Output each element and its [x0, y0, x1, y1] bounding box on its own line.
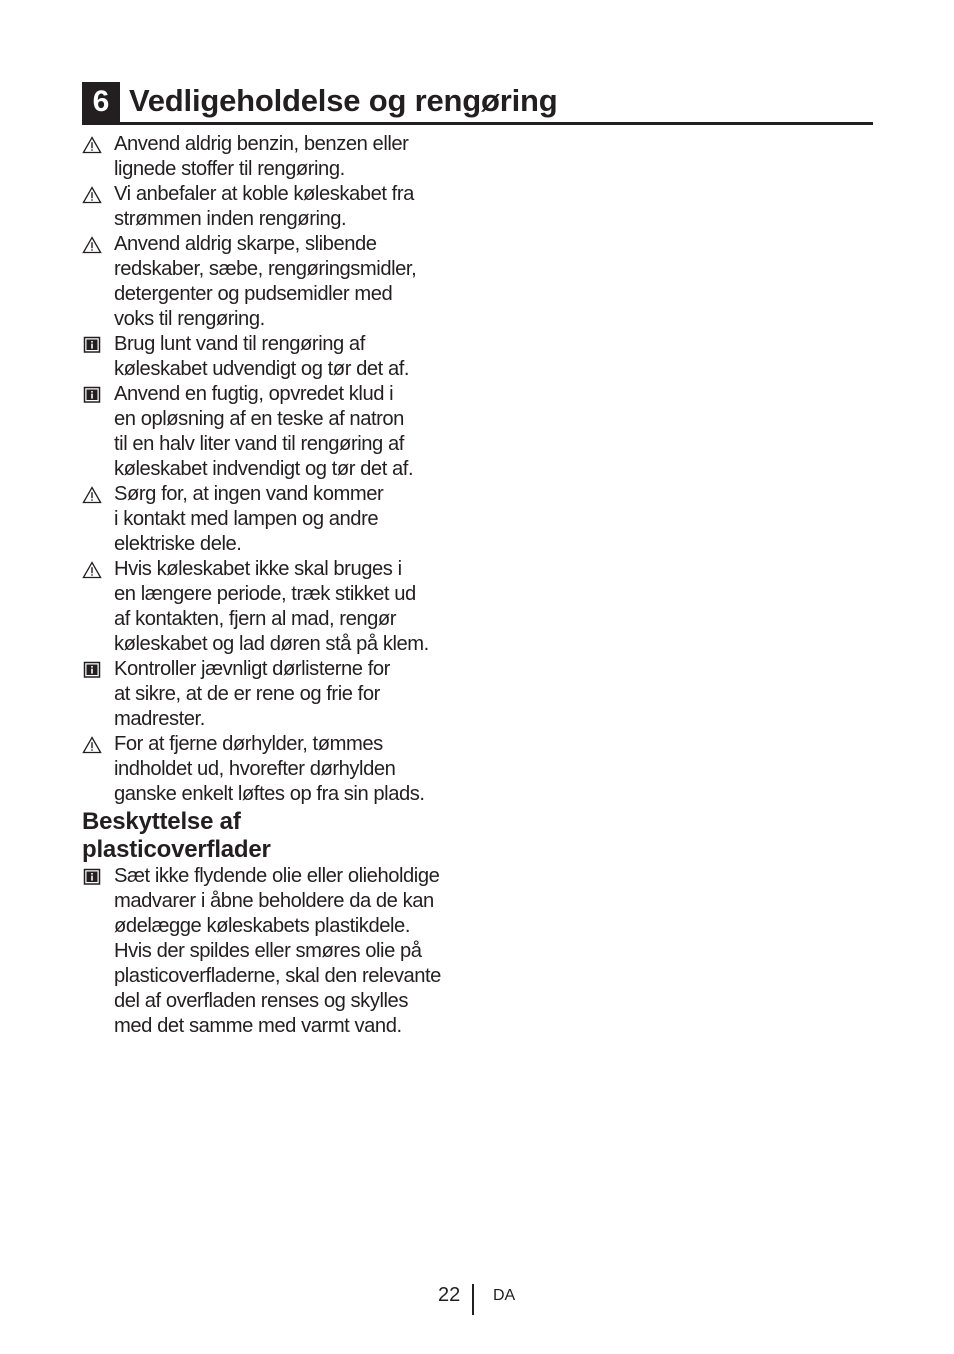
list-item [82, 132, 482, 182]
list-item [82, 332, 482, 382]
list-item [82, 732, 482, 807]
list-item-text: Sørg for, at ingen vand kommer i kontakt med lampen og andre elektriske dele. [114, 483, 384, 555]
page-footer [0, 1280, 954, 1316]
list-item [82, 482, 482, 557]
list-item-text: Brug lunt vand til rengøring af køleskabet udvendigt og tør det af. [114, 333, 410, 380]
plastic-care-list [82, 864, 482, 1039]
list-item [82, 182, 482, 232]
footer-divider [472, 1284, 474, 1315]
list-item [82, 864, 482, 1039]
list-item [82, 657, 482, 732]
warning-icon [82, 236, 102, 254]
list-item [82, 557, 482, 657]
warning-icon [82, 136, 102, 154]
list-item-text: Hvis køleskabet ikke skal bruges i en længere periode, træk stikket ud af kontakten, fjern al mad, rengør køleskabet og lad døren stå på klem. [114, 558, 429, 655]
list-item-text: Kontroller jævnligt dørlisterne for at sikre, at de er rene og frie for madrester. [114, 658, 390, 730]
list-item-text: Anvend aldrig benzin, benzen eller lignede stoffer til rengøring. [114, 133, 409, 180]
subheading: Beskyttelse af plasticoverflader [82, 808, 271, 863]
warning-icon [82, 561, 102, 579]
warning-icon [82, 486, 102, 504]
info-icon [82, 386, 102, 404]
info-icon [82, 661, 102, 679]
page-number: 22 [438, 1284, 461, 1306]
section-number: 6 [82, 82, 120, 122]
list-item-text: For at fjerne dørhylder, tømmes indholdet ud, hvorefter dørhylden ganske enkelt løftes op fra sin plads. [114, 733, 425, 805]
title-underline [82, 122, 873, 125]
info-icon [82, 868, 102, 886]
warning-icon [82, 736, 102, 754]
warning-icon [82, 186, 102, 204]
language-code: DA [493, 1287, 516, 1304]
list-item-text: Sæt ikke flydende olie eller olieholdige madvarer i åbne beholdere da de kan ødelægge køleskabets plastikdele. Hvis der spildes eller smøres olie på plasticoverfladerne, skal den relevante del af overfladen renses og skylles med det samme med varmt vand. [114, 865, 441, 1037]
section-header [82, 80, 872, 124]
info-icon [82, 336, 102, 354]
page-title: Vedligeholdelse og rengøring [129, 83, 558, 118]
safety-list [82, 132, 482, 807]
list-item-text: Anvend aldrig skarpe, slibende redskaber, sæbe, rengøringsmidler, detergenter og pudsemidler med voks til rengøring. [114, 233, 417, 330]
list-item [82, 232, 482, 332]
content-column [82, 132, 482, 1039]
list-item-text: Vi anbefaler at koble køleskabet fra strømmen inden rengøring. [114, 183, 414, 230]
list-item [82, 382, 482, 482]
list-item-text: Anvend en fugtig, opvredet klud i en opløsning af en teske af natron til en halv liter vand til rengøring af køleskabet indvendigt og tør det af. [114, 383, 414, 480]
